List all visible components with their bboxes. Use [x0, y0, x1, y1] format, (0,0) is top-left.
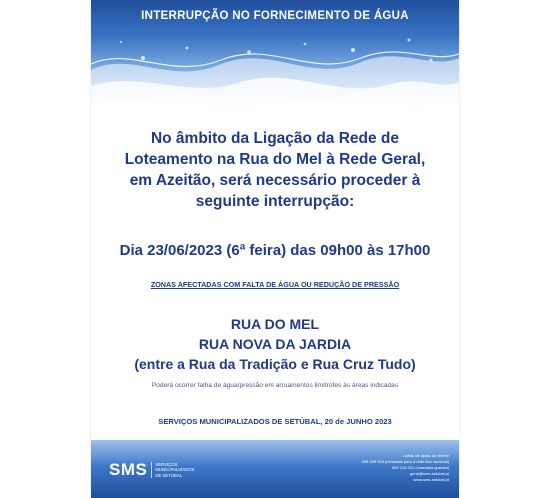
- logo-text: [151, 462, 194, 479]
- footer-banner: [91, 440, 459, 498]
- contact-line: 265 059 015 (chamada para a rede fixa nacional): [361, 459, 449, 464]
- intro-paragraph: [103, 128, 447, 212]
- logo-mark: SMS: [109, 460, 148, 479]
- sms-logo: [109, 460, 194, 480]
- notice-title: INTERRUPÇÃO NO FORNECIMENTO DE ÁGUA: [141, 10, 409, 22]
- logo-text-line: MUNICIPALIZADOS: [155, 467, 195, 473]
- signature-line: SERVIÇOS MUNICIPALIZADOS DE SETÚBAL, 20 de JUNHO 2023: [158, 417, 392, 426]
- contact-line: geral@sms-setubal.pt: [410, 471, 449, 476]
- affected-zones-heading: ZONAS AFECTADAS COM FALTA DE ÁGUA OU REDUÇÃO DE PRESSÃO: [150, 280, 400, 289]
- intro-line: No âmbito da Ligação da Rede de: [150, 130, 400, 147]
- contact-line: www.sms-setubal.pt: [413, 477, 449, 482]
- logo-text-line: DE SETÚBAL: [155, 472, 183, 478]
- intro-line: seguinte interrupção:: [195, 193, 355, 210]
- interruption-date: Dia 23/06/2023 (6ª feira) das 09h00 às 17h00: [119, 242, 431, 259]
- street-name: RUA NOVA DA JARDIA: [198, 336, 352, 352]
- street-range: (entre a Rua da Tradição e Rua Cruz Tudo): [134, 356, 416, 372]
- logo-text-line: SERVIÇOS: [155, 461, 178, 467]
- intro-line: Loteamento na Rua do Mel à Rede Geral,: [124, 151, 426, 168]
- affected-streets: [91, 314, 459, 374]
- contact-info: [362, 453, 449, 483]
- pressure-note: Poderá ocorrer falha de água/pressão em arruamentos limítrofes às áreas indicadas: [151, 382, 399, 389]
- notice-poster: [91, 0, 459, 498]
- contact-line: Linhas de apoio ao cliente: [402, 453, 449, 458]
- street-name: RUA DO MEL: [230, 316, 320, 332]
- intro-line: em Azeitão, será necessário proceder à: [129, 172, 421, 189]
- contact-line: 800 210 022 (chamada gratuita): [392, 465, 449, 470]
